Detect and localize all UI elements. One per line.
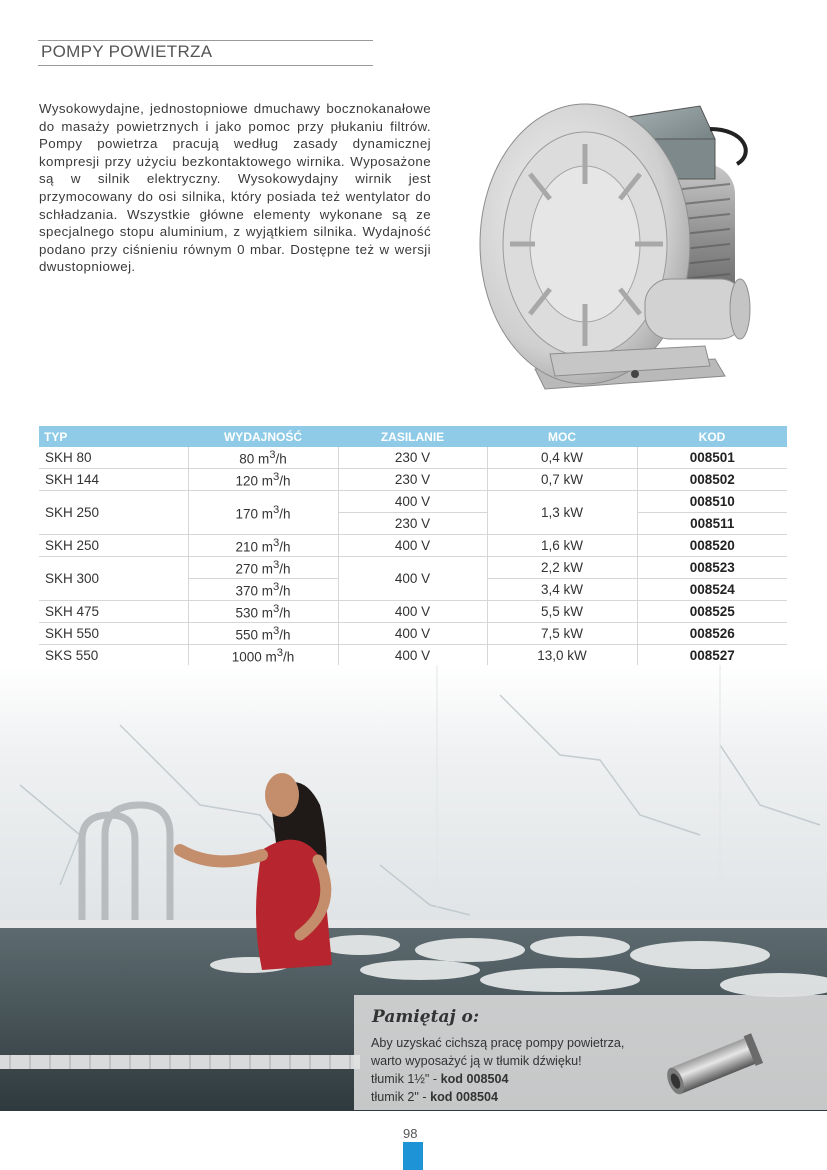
col-header-zasilanie: ZASILANIE: [338, 426, 487, 447]
reminder-box: [354, 995, 827, 1110]
air-pump-image: [475, 84, 765, 404]
reminder-line: Aby uzyskać cichszą pracę pompy powietrza,: [371, 1036, 625, 1050]
product-description: Wysokowydajne, jednostopniowe dmuchawy bocznokanałowe do masaży powietrznych i jako pomoc przy płukaniu filtrów. Pompy powietrza pracują według zasady dynamicznej kompresji przy użyciu bezkontaktowego wirnika. Wyposażone są w silnik elektryczny. Wysokowydajny wirnik jest przymocowany do osi silnika, który posiada też wentylator do schładzania. Wszystkie główne elementy wykonane są ze specjalnego stopu aluminium, z wyjątkiem silnika. Wydajność podano przy ciśnieniu równym 0 mbar. Dostępne też w wersji dwustopniowej.: [39, 101, 431, 275]
cell-code: 008501: [637, 447, 787, 469]
cell-supply: 230 V: [338, 469, 487, 491]
cell-power: 2,2 kW: [487, 557, 637, 579]
cell-supply: 400 V: [338, 623, 487, 645]
page-title: POMPY POWIETRZA: [41, 42, 213, 61]
page-number: 98: [403, 1126, 418, 1141]
cell-code: 008510: [637, 491, 787, 513]
muffler-item: tłumik 1½" - kod 008504: [371, 1072, 509, 1086]
cell-power: 13,0 kW: [487, 645, 637, 667]
col-header-moc: MOC: [487, 426, 637, 447]
table-row: [39, 469, 787, 491]
cell-flow: 170 $m^3/h$: [188, 491, 338, 535]
reminder-line: warto wyposażyć ją w tłumik dźwięku!: [371, 1054, 582, 1068]
page-title-box: [38, 40, 373, 66]
cell-power: 3,4 kW: [487, 579, 637, 601]
muffler-item: tłumik 2" - kod 008504: [371, 1090, 498, 1104]
cell-code: 008526: [637, 623, 787, 645]
cell-flow: 210 $m^3/h$: [188, 535, 338, 557]
cell-supply: 400 V: [338, 535, 487, 557]
cell-power: 0,7 kW: [487, 469, 637, 491]
cell-supply: 230 V: [338, 513, 487, 535]
cell-supply: 400 V: [338, 645, 487, 667]
cell-power: 7,5 kW: [487, 623, 637, 645]
cell-flow: 530 $m^3/h$: [188, 601, 338, 623]
cell-supply: 400 V: [338, 557, 487, 601]
cell-flow: 80 $m^3/h$: [188, 447, 338, 469]
cell-typ: SKH 250: [39, 535, 188, 557]
cell-supply: 230 V: [338, 447, 487, 469]
cell-code: 008524: [637, 579, 787, 601]
cell-supply: 400 V: [338, 491, 487, 513]
cell-typ: SKH 144: [39, 469, 188, 491]
cell-flow: 120 $m^3/h$: [188, 469, 338, 491]
cell-flow: 1000 $m^3/h$: [188, 645, 338, 667]
cell-power: 5,5 kW: [487, 601, 637, 623]
cell-code: 008502: [637, 469, 787, 491]
table-row: [39, 447, 787, 469]
table-row: [39, 601, 787, 623]
cell-typ: SKH 300: [39, 557, 188, 601]
table-row: [39, 623, 787, 645]
table-row: [39, 535, 787, 557]
page-tab-marker: [403, 1142, 423, 1170]
cell-power: 1,6 kW: [487, 535, 637, 557]
cell-code: 008527: [637, 645, 787, 667]
muffler-image: [660, 1029, 770, 1099]
table-header-row: [39, 426, 787, 447]
reminder-text: [371, 1034, 671, 1106]
cell-power: 0,4 kW: [487, 447, 637, 469]
cell-code: 008511: [637, 513, 787, 535]
col-header-wydajnosc: WYDAJNOŚĆ: [188, 426, 338, 447]
table-row: [39, 645, 787, 667]
cell-code: 008525: [637, 601, 787, 623]
cell-typ: SKH 80: [39, 447, 188, 469]
reminder-title: Pamiętaj o:: [372, 1007, 480, 1027]
cell-code: 008520: [637, 535, 787, 557]
spec-table: [39, 426, 787, 666]
cell-flow: 370 $m^3/h$: [188, 579, 338, 601]
cell-typ: SKH 250: [39, 491, 188, 535]
cell-flow: 550 $m^3/h$: [188, 623, 338, 645]
cell-supply: 400 V: [338, 601, 487, 623]
col-header-typ: TYP: [39, 426, 188, 447]
col-header-kod: KOD: [637, 426, 787, 447]
cell-typ: SKH 550: [39, 623, 188, 645]
cell-typ: SKS 550: [45, 648, 99, 663]
cell-code: 008523: [637, 557, 787, 579]
cell-power: 1,3 kW: [487, 491, 637, 535]
table-row: [39, 491, 787, 513]
cell-flow: 270 $m^3/h$: [188, 557, 338, 579]
cell-typ: SKH 475: [39, 601, 188, 623]
table-row: [39, 557, 787, 579]
